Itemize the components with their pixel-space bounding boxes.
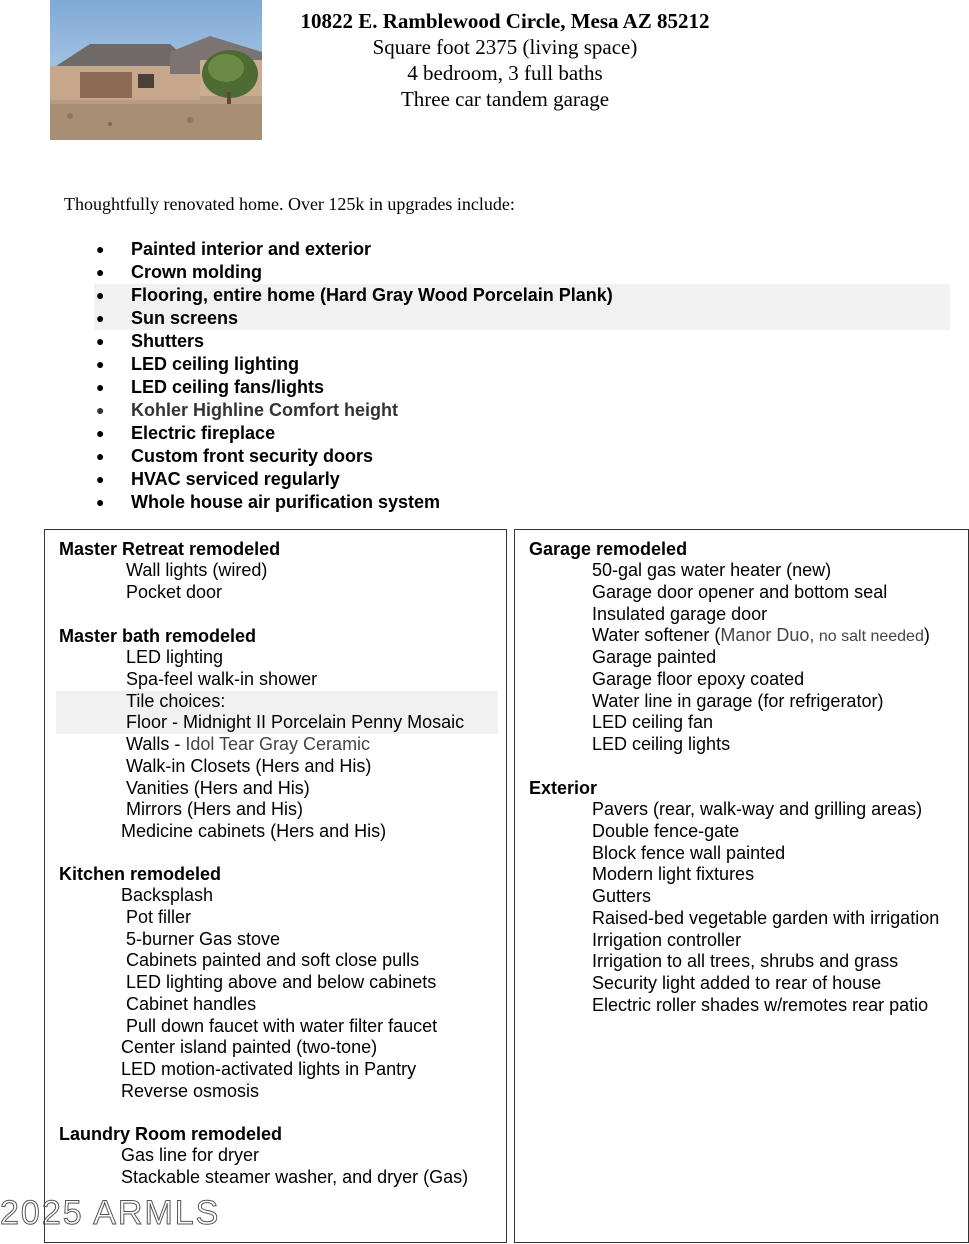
upgrades-list: [94, 238, 950, 514]
list-item: ● Shutters: [96, 331, 205, 351]
list-item: ● Flooring, entire home (Hard Gray Wood Porcelain Plank): [94, 284, 950, 307]
list-item: ● Painted interior and exterior: [96, 239, 372, 259]
list-item: ● Crown molding: [96, 262, 262, 282]
list-item: Irrigation to all trees, shrubs and grass: [592, 951, 899, 972]
interior-remodel-box: [44, 529, 507, 1243]
bullet-icon: ●: [96, 310, 105, 326]
list-item: ● HVAC serviced regularly: [96, 469, 340, 489]
bullet-icon: ●: [96, 287, 105, 303]
section-title: Laundry Room remodeled: [59, 1124, 283, 1144]
address: 10822 E. Ramblewood Circle, Mesa AZ 85212: [300, 9, 710, 33]
bullet-icon: ●: [96, 356, 105, 372]
section-title: Master Retreat remodeled: [59, 539, 281, 559]
list-item: Pavers (rear, walk-way and grilling areas): [592, 799, 923, 819]
bullet-icon: ●: [96, 494, 105, 510]
list-item: Center island painted (two-tone): [121, 1037, 378, 1058]
bullet-icon: ●: [96, 471, 105, 487]
bullet-icon: ●: [96, 379, 105, 395]
list-item: Raised-bed vegetable garden with irrigation: [592, 907, 940, 928]
list-item: Floor - Midnight II Porcelain Penny Mosaic: [56, 712, 498, 734]
garage-exterior-box: [514, 529, 969, 1243]
list-item: LED motion-activated lights in Pantry: [121, 1059, 417, 1079]
bullet-icon: ●: [96, 448, 105, 464]
list-item: Garage painted: [592, 647, 717, 667]
list-item: 50-gal gas water heater (new): [592, 560, 832, 580]
bedrooms-baths: 4 bedroom, 3 full baths: [407, 61, 603, 85]
list-item: LED lighting: [126, 647, 224, 667]
list-item: ● Sun screens: [94, 307, 950, 330]
bullet-icon: ●: [96, 241, 105, 257]
bullet-icon: ●: [96, 333, 105, 349]
list-item: Pot filler: [126, 906, 192, 927]
garage-info: Three car tandem garage: [400, 87, 610, 111]
list-item: Cabinets painted and soft close pulls: [126, 950, 420, 971]
list-item: Security light added to rear of house: [592, 973, 882, 993]
list-item: Water line in garage (for refrigerator): [592, 690, 884, 711]
laundry-section: [59, 1123, 498, 1189]
bullet-icon: ●: [96, 425, 105, 441]
list-item: ● Custom front security doors: [96, 446, 374, 466]
list-item: Mirrors (Hers and His): [126, 799, 304, 820]
list-item: Spa-feel walk-in shower: [126, 668, 318, 689]
list-item: LED lighting above and below cabinets: [126, 972, 437, 992]
list-item: Medicine cabinets (Hers and His): [121, 821, 387, 841]
list-item: Block fence wall painted: [592, 842, 786, 863]
list-item: LED ceiling lights: [592, 734, 731, 754]
armls-watermark: 2025 ARMLS: [0, 1194, 221, 1232]
list-item: LED ceiling fan: [592, 712, 714, 733]
list-item: ● LED ceiling lighting: [96, 354, 299, 374]
list-item: Insulated garage door: [592, 603, 768, 624]
list-item: Water softener (Manor Duo, no salt needed): [592, 625, 930, 646]
square-foot: Square foot 2375 (living space): [372, 35, 638, 59]
list-item: Walk-in Closets (Hers and His): [126, 755, 372, 776]
section-title: Master bath remodeled: [59, 626, 257, 646]
list-item: Double fence-gate: [592, 820, 740, 841]
section-title: Garage remodeled: [529, 539, 688, 559]
list-item: Pull down faucet with water filter faucet: [126, 1015, 438, 1036]
master-retreat-section: [59, 538, 498, 604]
list-item: Gutters: [592, 886, 652, 906]
list-item: ● LED ceiling fans/lights: [96, 377, 325, 397]
master-bath-section: [59, 625, 498, 843]
list-item: ● Kohler Highline Comfort height: [96, 400, 398, 420]
list-item: Garage door opener and bottom seal: [592, 581, 888, 602]
list-item: ● Whole house air purification system: [96, 492, 441, 512]
list-item: Electric roller shades w/remotes rear patio: [592, 994, 929, 1015]
garage-section: [529, 538, 960, 756]
list-item: Pocket door: [126, 581, 223, 602]
list-item: Walls - Idol Tear Gray Ceramic: [126, 734, 371, 754]
list-item: Backsplash: [121, 885, 214, 905]
list-item: Stackable steamer washer, and dryer (Gas): [121, 1166, 469, 1187]
list-item: Wall lights (wired): [126, 560, 268, 580]
list-item: Reverse osmosis: [121, 1080, 260, 1101]
exterior-section: [529, 777, 960, 1017]
kitchen-section: [59, 863, 498, 1103]
list-item: Tile choices:: [56, 691, 498, 713]
list-item: 5-burner Gas stove: [126, 928, 281, 949]
section-title: Exterior: [529, 778, 598, 798]
list-item: Vanities (Hers and His): [126, 777, 310, 798]
section-title: Kitchen remodeled: [59, 864, 222, 884]
list-item: Gas line for dryer: [121, 1145, 260, 1165]
bullet-icon: ●: [96, 264, 105, 280]
list-item: Irrigation controller: [592, 929, 742, 950]
list-item: Cabinet handles: [126, 993, 257, 1014]
bullet-icon: ●: [96, 402, 105, 418]
list-item: ● Electric fireplace: [96, 423, 276, 443]
intro-text: Thoughtfully renovated home. Over 125k in upgrades include:: [64, 194, 515, 214]
house-photo: [50, 0, 262, 140]
list-item: Modern light fixtures: [592, 864, 755, 885]
list-item: Garage floor epoxy coated: [592, 668, 805, 689]
listing-header: [275, 8, 735, 112]
